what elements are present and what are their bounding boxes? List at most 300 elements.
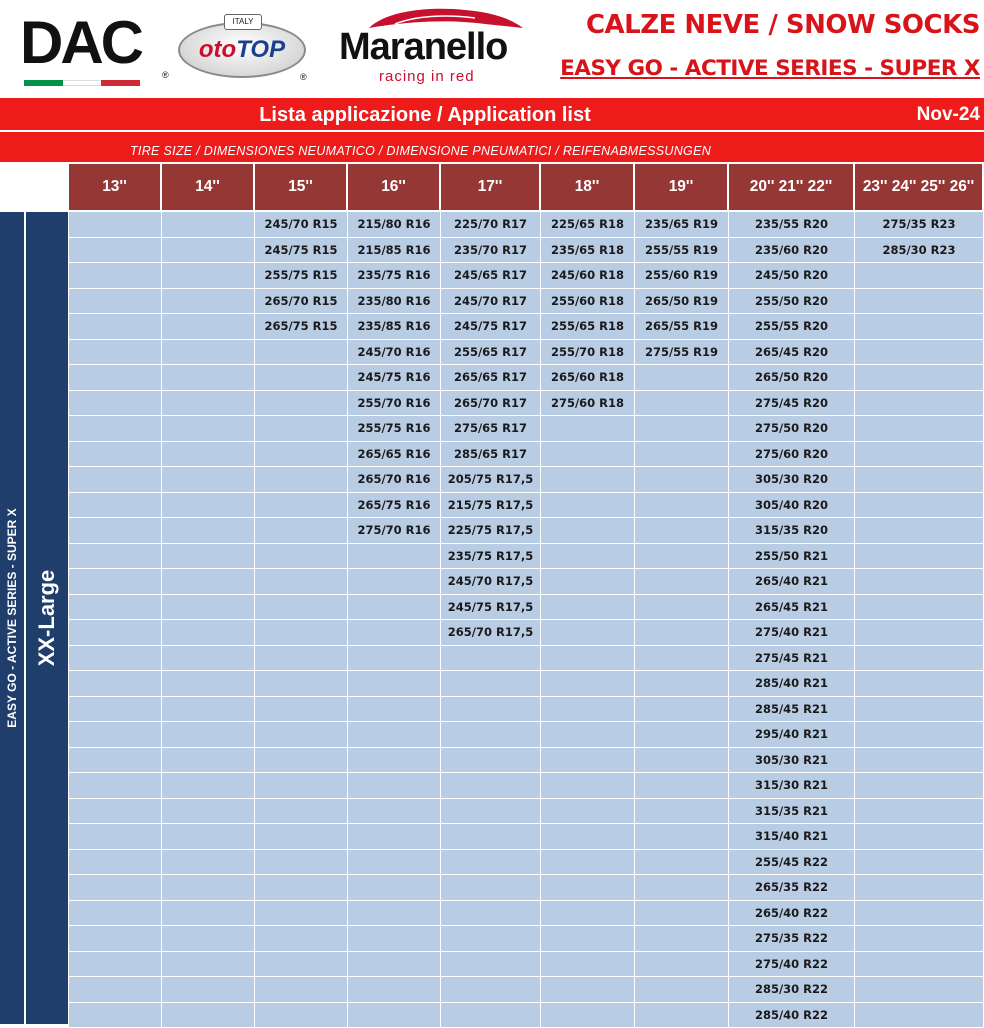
size-cell bbox=[255, 773, 348, 799]
size-cell: 265/55 R19 bbox=[635, 314, 729, 340]
size-cell bbox=[635, 467, 729, 493]
size-cell bbox=[348, 595, 441, 621]
size-cell: 245/75 R15 bbox=[255, 238, 348, 264]
size-cell: 215/85 R16 bbox=[348, 238, 441, 264]
size-cell bbox=[541, 748, 635, 774]
size-cell bbox=[348, 901, 441, 927]
size-cell bbox=[255, 824, 348, 850]
size-cell bbox=[255, 365, 348, 391]
size-cell bbox=[635, 748, 729, 774]
size-label-bar bbox=[26, 212, 68, 1024]
size-cell bbox=[255, 518, 348, 544]
size-cell bbox=[162, 238, 255, 264]
size-cell: 235/85 R16 bbox=[348, 314, 441, 340]
size-cell bbox=[348, 671, 441, 697]
size-cell bbox=[255, 595, 348, 621]
flag-green bbox=[24, 80, 63, 86]
size-cell bbox=[348, 1003, 441, 1028]
size-cell: 215/80 R16 bbox=[348, 212, 441, 238]
dac-logo-text: DAC bbox=[20, 8, 141, 77]
size-cell: 265/65 R16 bbox=[348, 442, 441, 468]
size-cell: 245/75 R16 bbox=[348, 365, 441, 391]
size-cell bbox=[855, 391, 984, 417]
series-label: EASY GO - ACTIVE SERIES - SUPER X bbox=[5, 508, 19, 727]
size-cell bbox=[162, 773, 255, 799]
size-cell bbox=[541, 467, 635, 493]
size-cell bbox=[855, 748, 984, 774]
size-cell bbox=[69, 901, 162, 927]
size-cell bbox=[855, 569, 984, 595]
size-cell bbox=[635, 493, 729, 519]
size-cell bbox=[69, 926, 162, 952]
size-cell bbox=[162, 952, 255, 978]
size-cell: 245/70 R15 bbox=[255, 212, 348, 238]
size-cell bbox=[348, 850, 441, 876]
size-cell bbox=[635, 952, 729, 978]
size-cell bbox=[541, 493, 635, 519]
column-header: 15'' bbox=[255, 164, 348, 210]
size-cell bbox=[855, 671, 984, 697]
size-cell bbox=[441, 824, 541, 850]
size-cell bbox=[855, 977, 984, 1003]
size-cell bbox=[69, 671, 162, 697]
size-cell bbox=[69, 824, 162, 850]
maranello-tagline: racing in red bbox=[379, 68, 475, 85]
size-cell bbox=[69, 595, 162, 621]
title-line-1: CALZE NEVE / SNOW SOCKS bbox=[586, 10, 980, 40]
size-cell bbox=[441, 901, 541, 927]
size-cell bbox=[162, 620, 255, 646]
size-cell bbox=[441, 748, 541, 774]
size-cell: 255/55 R20 bbox=[729, 314, 855, 340]
size-cell bbox=[162, 875, 255, 901]
size-cell: 285/40 R21 bbox=[729, 671, 855, 697]
size-cell: 255/70 R18 bbox=[541, 340, 635, 366]
size-cell bbox=[541, 850, 635, 876]
size-cell bbox=[255, 391, 348, 417]
tire-size-banner bbox=[0, 132, 984, 162]
size-cell: 265/75 R15 bbox=[255, 314, 348, 340]
size-cell bbox=[541, 416, 635, 442]
size-cell: 235/65 R18 bbox=[541, 238, 635, 264]
size-cell: 275/40 R22 bbox=[729, 952, 855, 978]
dac-logo bbox=[20, 6, 155, 86]
size-cell: 275/65 R17 bbox=[441, 416, 541, 442]
size-cell bbox=[855, 850, 984, 876]
size-cell bbox=[69, 391, 162, 417]
size-cell: 265/75 R16 bbox=[348, 493, 441, 519]
size-cell: 265/65 R17 bbox=[441, 365, 541, 391]
size-cell bbox=[441, 671, 541, 697]
size-cell bbox=[348, 824, 441, 850]
size-cell bbox=[635, 926, 729, 952]
size-cell bbox=[69, 697, 162, 723]
size-label: XX-Large bbox=[34, 570, 60, 667]
size-cell bbox=[541, 722, 635, 748]
size-cell bbox=[69, 544, 162, 570]
size-cell bbox=[855, 416, 984, 442]
size-cell bbox=[69, 365, 162, 391]
size-cell bbox=[441, 875, 541, 901]
size-cell bbox=[255, 493, 348, 519]
size-cell: 315/30 R21 bbox=[729, 773, 855, 799]
size-cell: 245/65 R17 bbox=[441, 263, 541, 289]
size-cell: 245/50 R20 bbox=[729, 263, 855, 289]
size-cell bbox=[255, 977, 348, 1003]
size-cell: 265/45 R21 bbox=[729, 595, 855, 621]
size-cell bbox=[162, 442, 255, 468]
size-cell bbox=[255, 544, 348, 570]
size-cell bbox=[541, 824, 635, 850]
size-cell: 265/40 R21 bbox=[729, 569, 855, 595]
size-cell bbox=[255, 442, 348, 468]
size-cell bbox=[69, 773, 162, 799]
size-cell bbox=[69, 799, 162, 825]
column-header: 23'' 24'' 25'' 26'' bbox=[855, 164, 984, 210]
size-cell bbox=[855, 340, 984, 366]
size-cell bbox=[635, 722, 729, 748]
size-cell bbox=[635, 518, 729, 544]
size-cell bbox=[162, 569, 255, 595]
size-cell: 215/75 R17,5 bbox=[441, 493, 541, 519]
application-table bbox=[69, 212, 984, 1024]
size-cell: 255/60 R18 bbox=[541, 289, 635, 315]
size-cell: 285/30 R23 bbox=[855, 238, 984, 264]
size-cell bbox=[855, 799, 984, 825]
size-cell: 255/75 R16 bbox=[348, 416, 441, 442]
size-cell: 265/35 R22 bbox=[729, 875, 855, 901]
size-cell bbox=[69, 620, 162, 646]
size-cell bbox=[162, 493, 255, 519]
size-cell bbox=[162, 824, 255, 850]
size-cell: 275/60 R20 bbox=[729, 442, 855, 468]
size-cell: 225/75 R17,5 bbox=[441, 518, 541, 544]
size-cell bbox=[541, 901, 635, 927]
size-cell bbox=[541, 926, 635, 952]
size-cell bbox=[855, 824, 984, 850]
flag-white bbox=[63, 80, 102, 86]
size-cell bbox=[255, 722, 348, 748]
size-cell bbox=[162, 314, 255, 340]
size-cell bbox=[855, 595, 984, 621]
size-cell bbox=[441, 697, 541, 723]
size-cell bbox=[69, 952, 162, 978]
size-cell: 315/40 R21 bbox=[729, 824, 855, 850]
size-cell: 235/75 R16 bbox=[348, 263, 441, 289]
size-cell: 255/65 R17 bbox=[441, 340, 541, 366]
size-cell bbox=[69, 314, 162, 340]
size-cell bbox=[541, 977, 635, 1003]
size-cell bbox=[855, 875, 984, 901]
size-cell bbox=[635, 569, 729, 595]
size-cell bbox=[255, 646, 348, 672]
size-cell: 245/75 R17,5 bbox=[441, 595, 541, 621]
size-cell: 295/40 R21 bbox=[729, 722, 855, 748]
size-cell: 245/70 R17 bbox=[441, 289, 541, 315]
size-cell bbox=[635, 799, 729, 825]
size-cell: 275/45 R21 bbox=[729, 646, 855, 672]
size-cell: 265/60 R18 bbox=[541, 365, 635, 391]
size-cell: 275/35 R23 bbox=[855, 212, 984, 238]
size-cell bbox=[162, 926, 255, 952]
size-cell: 225/65 R18 bbox=[541, 212, 635, 238]
size-cell bbox=[348, 773, 441, 799]
size-cell bbox=[855, 544, 984, 570]
size-cell bbox=[69, 569, 162, 595]
size-cell bbox=[348, 875, 441, 901]
size-cell bbox=[69, 263, 162, 289]
size-cell: 255/75 R15 bbox=[255, 263, 348, 289]
size-cell bbox=[255, 1003, 348, 1028]
size-cell bbox=[541, 773, 635, 799]
size-cell: 235/65 R19 bbox=[635, 212, 729, 238]
title-line-2: EASY GO - ACTIVE SERIES - SUPER X bbox=[560, 56, 980, 81]
ototop-top: TOP bbox=[236, 36, 285, 63]
size-cell: 255/65 R18 bbox=[541, 314, 635, 340]
size-cell bbox=[441, 977, 541, 1003]
size-cell bbox=[635, 391, 729, 417]
size-cell: 265/50 R20 bbox=[729, 365, 855, 391]
size-cell bbox=[255, 850, 348, 876]
size-cell bbox=[69, 850, 162, 876]
size-cell bbox=[441, 850, 541, 876]
size-cell: 255/50 R20 bbox=[729, 289, 855, 315]
size-cell: 255/45 R22 bbox=[729, 850, 855, 876]
size-cell: 235/70 R17 bbox=[441, 238, 541, 264]
size-cell bbox=[441, 952, 541, 978]
column-header: 17'' bbox=[441, 164, 541, 210]
size-cell bbox=[162, 289, 255, 315]
series-label-bar bbox=[0, 212, 24, 1024]
size-cell bbox=[162, 799, 255, 825]
size-cell bbox=[855, 289, 984, 315]
size-cell bbox=[635, 544, 729, 570]
size-cell bbox=[162, 518, 255, 544]
size-cell bbox=[855, 901, 984, 927]
ototop-name bbox=[188, 36, 296, 64]
size-cell bbox=[69, 238, 162, 264]
size-cell: 285/40 R22 bbox=[729, 1003, 855, 1028]
size-cell bbox=[348, 977, 441, 1003]
size-cell: 245/75 R17 bbox=[441, 314, 541, 340]
size-cell bbox=[162, 1003, 255, 1028]
size-cell bbox=[69, 748, 162, 774]
size-cell bbox=[541, 952, 635, 978]
size-cell bbox=[541, 671, 635, 697]
size-cell bbox=[162, 365, 255, 391]
size-cell bbox=[255, 697, 348, 723]
size-cell: 245/70 R16 bbox=[348, 340, 441, 366]
size-cell bbox=[541, 569, 635, 595]
size-cell bbox=[162, 263, 255, 289]
size-cell: 255/50 R21 bbox=[729, 544, 855, 570]
size-cell: 235/55 R20 bbox=[729, 212, 855, 238]
size-cell: 205/75 R17,5 bbox=[441, 467, 541, 493]
size-cell: 235/60 R20 bbox=[729, 238, 855, 264]
size-cell bbox=[255, 901, 348, 927]
size-cell bbox=[541, 1003, 635, 1028]
size-cell: 265/70 R17,5 bbox=[441, 620, 541, 646]
size-cell bbox=[69, 875, 162, 901]
size-cell: 265/70 R16 bbox=[348, 467, 441, 493]
size-cell bbox=[441, 799, 541, 825]
size-cell: 285/45 R21 bbox=[729, 697, 855, 723]
size-cell bbox=[69, 212, 162, 238]
size-cell bbox=[855, 442, 984, 468]
size-cell bbox=[162, 595, 255, 621]
size-cell bbox=[635, 901, 729, 927]
size-cell bbox=[348, 569, 441, 595]
size-cell bbox=[541, 697, 635, 723]
size-cell: 255/70 R16 bbox=[348, 391, 441, 417]
tire-size-subtitle: TIRE SIZE / DIMENSIONES NEUMATICO / DIMENSIONE PNEUMATICI / REIFENABMESSUNGEN bbox=[130, 144, 711, 158]
size-cell bbox=[69, 442, 162, 468]
size-cell bbox=[162, 416, 255, 442]
size-cell bbox=[348, 926, 441, 952]
size-cell bbox=[855, 646, 984, 672]
size-cell: 275/45 R20 bbox=[729, 391, 855, 417]
size-cell: 255/60 R19 bbox=[635, 263, 729, 289]
size-cell bbox=[855, 620, 984, 646]
size-cell bbox=[635, 671, 729, 697]
size-cell: 225/70 R17 bbox=[441, 212, 541, 238]
size-cell: 245/70 R17,5 bbox=[441, 569, 541, 595]
size-cell bbox=[441, 722, 541, 748]
size-cell bbox=[635, 442, 729, 468]
size-cell: 255/55 R19 bbox=[635, 238, 729, 264]
size-cell bbox=[635, 824, 729, 850]
size-cell bbox=[162, 850, 255, 876]
size-cell bbox=[541, 595, 635, 621]
size-cell bbox=[855, 773, 984, 799]
size-cell bbox=[635, 875, 729, 901]
size-cell bbox=[855, 952, 984, 978]
size-cell bbox=[69, 340, 162, 366]
size-cell bbox=[441, 1003, 541, 1028]
size-cell bbox=[541, 442, 635, 468]
size-cell bbox=[635, 850, 729, 876]
size-cell bbox=[255, 467, 348, 493]
size-cell: 265/70 R15 bbox=[255, 289, 348, 315]
banner-title: Lista applicazione / Application list bbox=[0, 104, 850, 127]
size-cell bbox=[162, 748, 255, 774]
size-cell bbox=[855, 263, 984, 289]
size-cell bbox=[255, 952, 348, 978]
size-cell bbox=[162, 722, 255, 748]
size-cell bbox=[162, 977, 255, 1003]
registered-mark: ® bbox=[162, 70, 169, 80]
size-cell bbox=[69, 977, 162, 1003]
header bbox=[0, 0, 984, 98]
column-header: 19'' bbox=[635, 164, 729, 210]
size-cell bbox=[255, 671, 348, 697]
ototop-italy-tag: ITALY bbox=[224, 14, 262, 30]
size-cell bbox=[441, 926, 541, 952]
size-cell: 275/50 R20 bbox=[729, 416, 855, 442]
size-cell bbox=[541, 518, 635, 544]
size-cell bbox=[255, 340, 348, 366]
size-cell bbox=[162, 467, 255, 493]
size-cell bbox=[255, 416, 348, 442]
size-cell bbox=[348, 722, 441, 748]
size-cell bbox=[162, 391, 255, 417]
size-cell bbox=[855, 365, 984, 391]
size-cell: 275/70 R16 bbox=[348, 518, 441, 544]
size-cell bbox=[69, 493, 162, 519]
size-cell bbox=[255, 748, 348, 774]
column-header: 13'' bbox=[69, 164, 162, 210]
flag-red bbox=[101, 80, 140, 86]
size-cell: 275/55 R19 bbox=[635, 340, 729, 366]
size-cell bbox=[635, 1003, 729, 1028]
size-cell bbox=[635, 365, 729, 391]
size-cell bbox=[348, 697, 441, 723]
size-cell bbox=[441, 773, 541, 799]
size-cell bbox=[635, 773, 729, 799]
size-cell: 265/50 R19 bbox=[635, 289, 729, 315]
size-cell bbox=[348, 544, 441, 570]
column-header: 16'' bbox=[348, 164, 441, 210]
size-cell bbox=[162, 901, 255, 927]
size-cell bbox=[348, 748, 441, 774]
size-cell: 285/30 R22 bbox=[729, 977, 855, 1003]
size-cell bbox=[255, 620, 348, 646]
size-cell bbox=[255, 569, 348, 595]
size-cell bbox=[69, 1003, 162, 1028]
size-cell bbox=[348, 952, 441, 978]
size-cell bbox=[162, 646, 255, 672]
size-cell: 275/35 R22 bbox=[729, 926, 855, 952]
maranello-logo bbox=[335, 2, 535, 92]
size-cell: 245/60 R18 bbox=[541, 263, 635, 289]
size-cell bbox=[855, 467, 984, 493]
size-cell: 265/70 R17 bbox=[441, 391, 541, 417]
italian-flag-stripe bbox=[24, 80, 140, 86]
size-cell bbox=[541, 875, 635, 901]
size-cell: 315/35 R20 bbox=[729, 518, 855, 544]
size-cell: 285/65 R17 bbox=[441, 442, 541, 468]
size-cell bbox=[635, 595, 729, 621]
size-cell bbox=[162, 697, 255, 723]
size-cell bbox=[635, 977, 729, 1003]
size-cell bbox=[441, 646, 541, 672]
size-cell: 305/30 R20 bbox=[729, 467, 855, 493]
size-cell: 265/45 R20 bbox=[729, 340, 855, 366]
size-cell bbox=[348, 646, 441, 672]
size-cell bbox=[255, 799, 348, 825]
maranello-wordmark: Maranello bbox=[339, 26, 507, 69]
column-header: 20'' 21'' 22'' bbox=[729, 164, 855, 210]
size-cell bbox=[635, 620, 729, 646]
size-cell bbox=[855, 926, 984, 952]
size-cell bbox=[635, 646, 729, 672]
size-cell bbox=[162, 544, 255, 570]
size-cell bbox=[69, 289, 162, 315]
size-cell bbox=[162, 340, 255, 366]
size-cell bbox=[348, 799, 441, 825]
size-cell: 315/35 R21 bbox=[729, 799, 855, 825]
size-cell bbox=[162, 212, 255, 238]
size-cell bbox=[635, 416, 729, 442]
column-header: 18'' bbox=[541, 164, 635, 210]
banner-date: Nov-24 bbox=[917, 104, 980, 126]
size-cell bbox=[255, 926, 348, 952]
registered-mark: ® bbox=[300, 72, 307, 82]
size-cell: 265/40 R22 bbox=[729, 901, 855, 927]
size-cell bbox=[69, 416, 162, 442]
size-cell: 235/75 R17,5 bbox=[441, 544, 541, 570]
size-cell bbox=[69, 467, 162, 493]
